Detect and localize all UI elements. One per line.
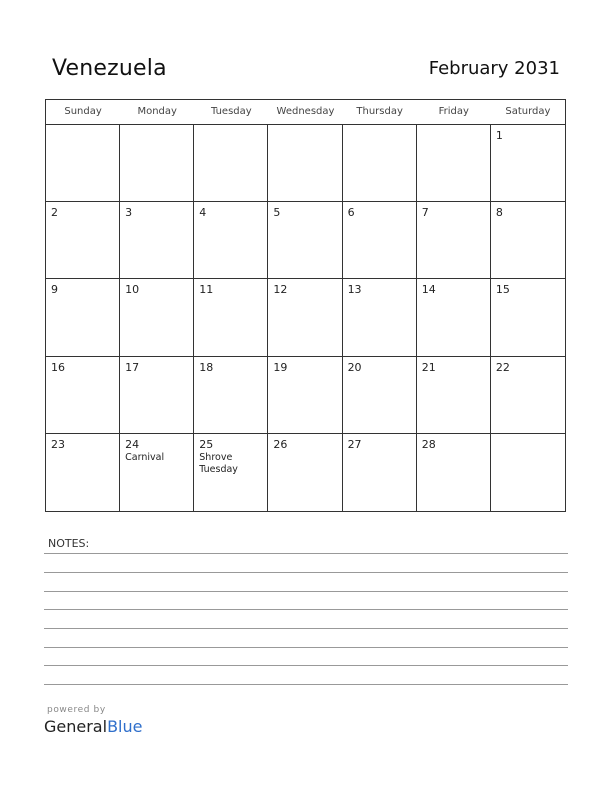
day-cell bbox=[417, 279, 491, 356]
day-number: 27 bbox=[347, 437, 362, 451]
day-number: 24 bbox=[125, 437, 140, 451]
day-cell bbox=[120, 279, 194, 356]
day-cell bbox=[417, 125, 491, 202]
notes-line bbox=[44, 572, 568, 573]
notes-line bbox=[44, 684, 568, 685]
notes-line bbox=[44, 665, 568, 666]
month-year-title: February 2031 bbox=[428, 58, 560, 79]
weekday-tuesday: Tuesday bbox=[211, 106, 252, 117]
day-cell bbox=[46, 357, 120, 434]
day-number: 12 bbox=[273, 283, 288, 297]
brand-general: General bbox=[44, 717, 108, 736]
day-cell bbox=[194, 434, 268, 511]
holiday-label: Carnival bbox=[125, 451, 165, 463]
day-cell bbox=[417, 357, 491, 434]
day-cell bbox=[120, 202, 194, 279]
day-cell bbox=[491, 434, 565, 511]
day-cell bbox=[343, 202, 417, 279]
day-number: 19 bbox=[273, 360, 288, 374]
day-number: 8 bbox=[495, 206, 503, 220]
day-number: 22 bbox=[495, 360, 510, 374]
notes-line bbox=[44, 591, 568, 592]
day-number: 26 bbox=[273, 437, 288, 451]
day-cell bbox=[120, 434, 194, 511]
notes-line bbox=[44, 609, 568, 610]
country-title: Venezuela bbox=[52, 56, 167, 81]
day-cell bbox=[417, 434, 491, 511]
day-number: 15 bbox=[495, 283, 510, 297]
day-cell bbox=[343, 125, 417, 202]
day-number: 23 bbox=[51, 437, 65, 451]
weekday-saturday: Saturday bbox=[505, 106, 551, 117]
day-cell bbox=[120, 357, 194, 434]
day-cell bbox=[46, 434, 120, 511]
notes-line bbox=[44, 647, 568, 648]
day-cell bbox=[491, 125, 565, 202]
weekday-monday: Monday bbox=[137, 106, 177, 117]
day-cell bbox=[268, 357, 342, 434]
day-number: 14 bbox=[421, 283, 436, 297]
brand-blue: Blue bbox=[107, 717, 143, 736]
day-number: 4 bbox=[199, 206, 207, 220]
day-cell bbox=[268, 279, 342, 356]
day-cell bbox=[343, 434, 417, 511]
day-number: 6 bbox=[347, 206, 355, 220]
day-number: 20 bbox=[347, 360, 362, 374]
day-cell bbox=[194, 125, 268, 202]
day-cell bbox=[417, 202, 491, 279]
day-cell bbox=[194, 279, 268, 356]
day-number: 28 bbox=[421, 437, 436, 451]
day-number: 11 bbox=[199, 283, 214, 297]
day-number: 25 bbox=[199, 437, 214, 451]
day-cell bbox=[268, 434, 342, 511]
powered-by-text: powered by bbox=[47, 705, 106, 715]
day-cell bbox=[343, 357, 417, 434]
weekday-friday: Friday bbox=[438, 106, 469, 117]
day-number: 1 bbox=[495, 129, 503, 142]
notes-line bbox=[44, 628, 568, 629]
weekday-wednesday: Wednesday bbox=[276, 106, 335, 117]
day-cell bbox=[491, 279, 565, 356]
day-cell bbox=[343, 279, 417, 356]
day-number: 21 bbox=[421, 360, 436, 374]
day-number: 7 bbox=[421, 206, 429, 220]
day-number: 3 bbox=[125, 206, 133, 220]
weekday-thursday: Thursday bbox=[356, 106, 403, 117]
day-cell bbox=[120, 125, 194, 202]
day-number: 2 bbox=[51, 206, 58, 220]
day-cell bbox=[46, 125, 120, 202]
weekday-sunday: Sunday bbox=[64, 106, 102, 117]
notes-label: NOTES: bbox=[48, 537, 90, 550]
day-cell bbox=[268, 202, 342, 279]
calendar-grid bbox=[45, 99, 566, 512]
day-number: 18 bbox=[199, 360, 214, 374]
day-number: 9 bbox=[51, 283, 58, 297]
day-cell bbox=[46, 202, 120, 279]
day-cell bbox=[268, 125, 342, 202]
calendar-body bbox=[46, 125, 565, 511]
day-number: 13 bbox=[347, 283, 362, 297]
generalblue-logo[interactable] bbox=[44, 717, 142, 736]
day-number: 5 bbox=[273, 206, 281, 220]
holiday-label: Shrove Tuesday bbox=[199, 451, 238, 475]
day-number: 16 bbox=[51, 360, 65, 374]
day-cell bbox=[194, 357, 268, 434]
notes-line bbox=[44, 553, 568, 554]
day-cell bbox=[46, 279, 120, 356]
weekday-header-row bbox=[46, 100, 565, 125]
day-number: 17 bbox=[125, 360, 140, 374]
day-number: 10 bbox=[125, 283, 140, 297]
day-cell bbox=[491, 202, 565, 279]
day-cell bbox=[194, 202, 268, 279]
day-cell bbox=[491, 357, 565, 434]
